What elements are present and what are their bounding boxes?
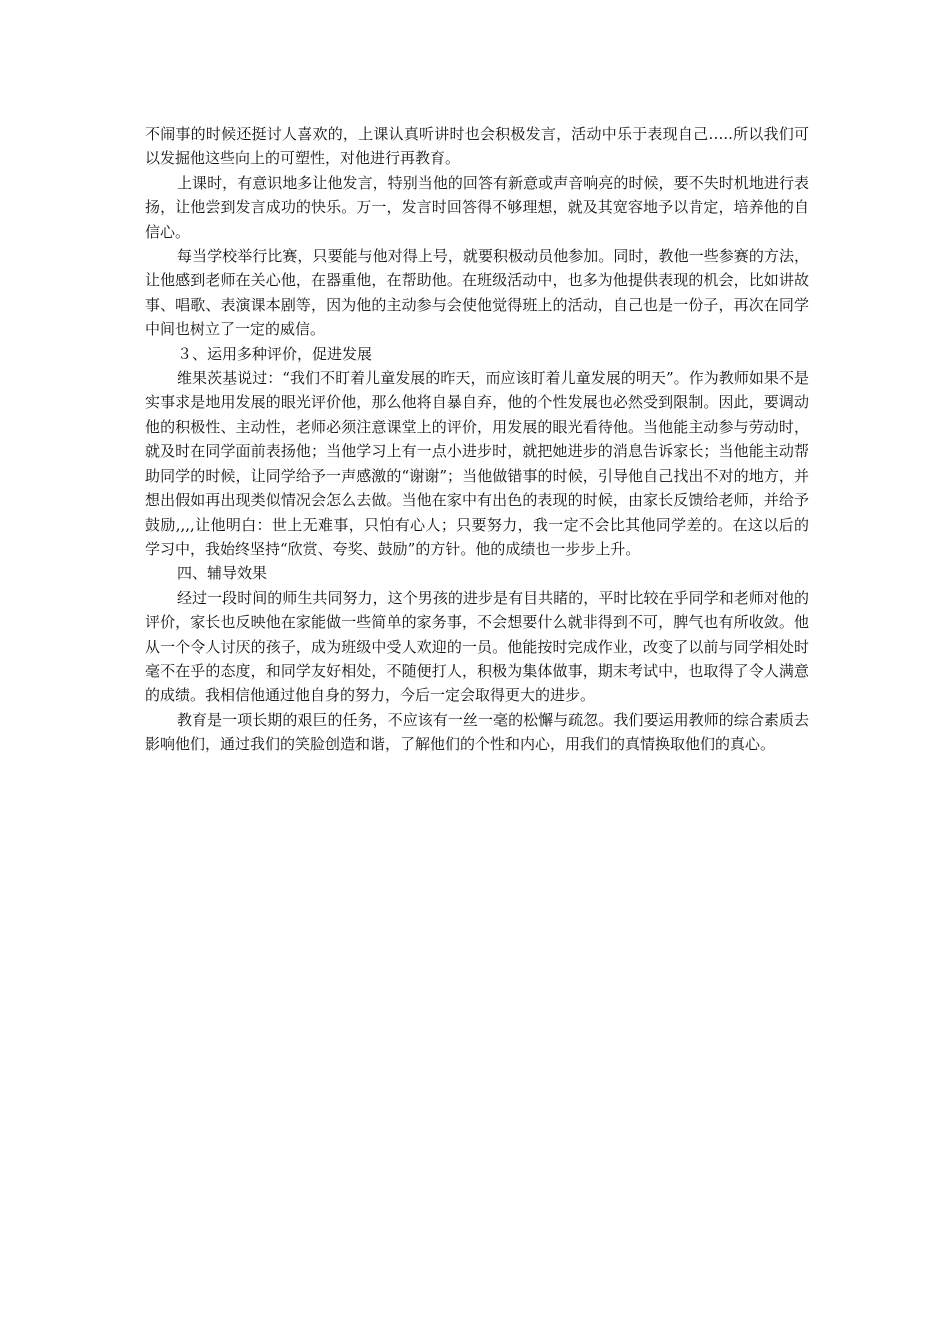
section-heading-evaluation: ３、运用多种评价，促进发展 [177,344,373,363]
paragraph-speaking-encouragement: 上课时，有意识地多让他发言，特别当他的回答有新意或声音响亮的时候，要不失时机地进行表扬，让他尝到发言成功的快乐。万一，发言时回答得不够理想，就及其宽容地予以肯定，培养他的自信心。 [145,173,809,241]
paragraph-vygotsky-evaluation: 维果茨基说过：“我们不盯着儿童发展的昨天，而应该盯着儿童发展的明天”。作为教师如果不是实事求是地用发展的眼光评价他，那么他将自暴自弃，他的个性发展也必然受到限制。因此，要调动他的积极性、主动性，老师必须注意课堂上的评价，用发展的眼光看待他。当他能主动参与劳动时，就及时在同学面前表扬他；当他学习上有一点小进步时，就把她进步的消息告诉家长；当他能主动帮助同学的时候，让同学给予一声感激的“谢谢”；当他做错事的时候，引导他自己找出不对的地方，并想出假如再出现类似情况会怎么去做。当他在家中有出色的表现的时候，由家长反馈给老师，并给予鼓励,,,,让他明白：世上无难事，只怕有心人；只要努力，我一定不会比其他同学差的。在这以后的学习中，我始终坚持“欣赏、夸奖、鼓励”的方针。他的成绩也一步步上升。 [145,369,809,558]
document-body [145,122,809,757]
section-heading-results: 四、辅导效果 [177,564,268,583]
paragraph-conclusion: 教育是一项长期的艰巨的任务，不应该有一丝一毫的松懈与疏忽。我们要运用教师的综合素质去影响他们，通过我们的笑脸创造和谐，了解他们的个性和内心，用我们的真情换取他们的真心。 [145,710,809,754]
paragraph-competition-participation: 每当学校举行比赛，只要能与他对得上号，就要积极动员他参加。同时，教他一些参赛的方法，让他感到老师在关心他，在器重他，在帮助他。在班级活动中，也多为他提供表现的机会，比如讲故事、唱歌、表演课本剧等，因为他的主动参与会使他觉得班上的活动，自己也是一份子，再次在同学中间也树立了一定的威信。 [145,247,809,339]
paragraph-results: 经过一段时间的师生共同努力，这个男孩的进步是有目共睹的，平时比较在乎同学和老师对他的评价，家长也反映他在家能做一些简单的家务事，不会想要什么就非得到不可，脾气也有所收敛。他从一个令人讨厌的孩子，成为班级中受人欢迎的一员。他能按时完成作业，改变了以前与同学相处时毫不在乎的态度，和同学友好相处，不随便打人，积极为集体做事，期末考试中，也取得了令人满意的成绩。我相信他通过他自身的努力，今后一定会取得更大的进步。 [145,588,809,705]
paragraph-continuation: 不闹事的时候还挺讨人喜欢的，上课认真听讲时也会积极发言，活动中乐于表现自己…..所以我们可以发掘他这些向上的可塑性，对他进行再教育。 [145,125,809,168]
